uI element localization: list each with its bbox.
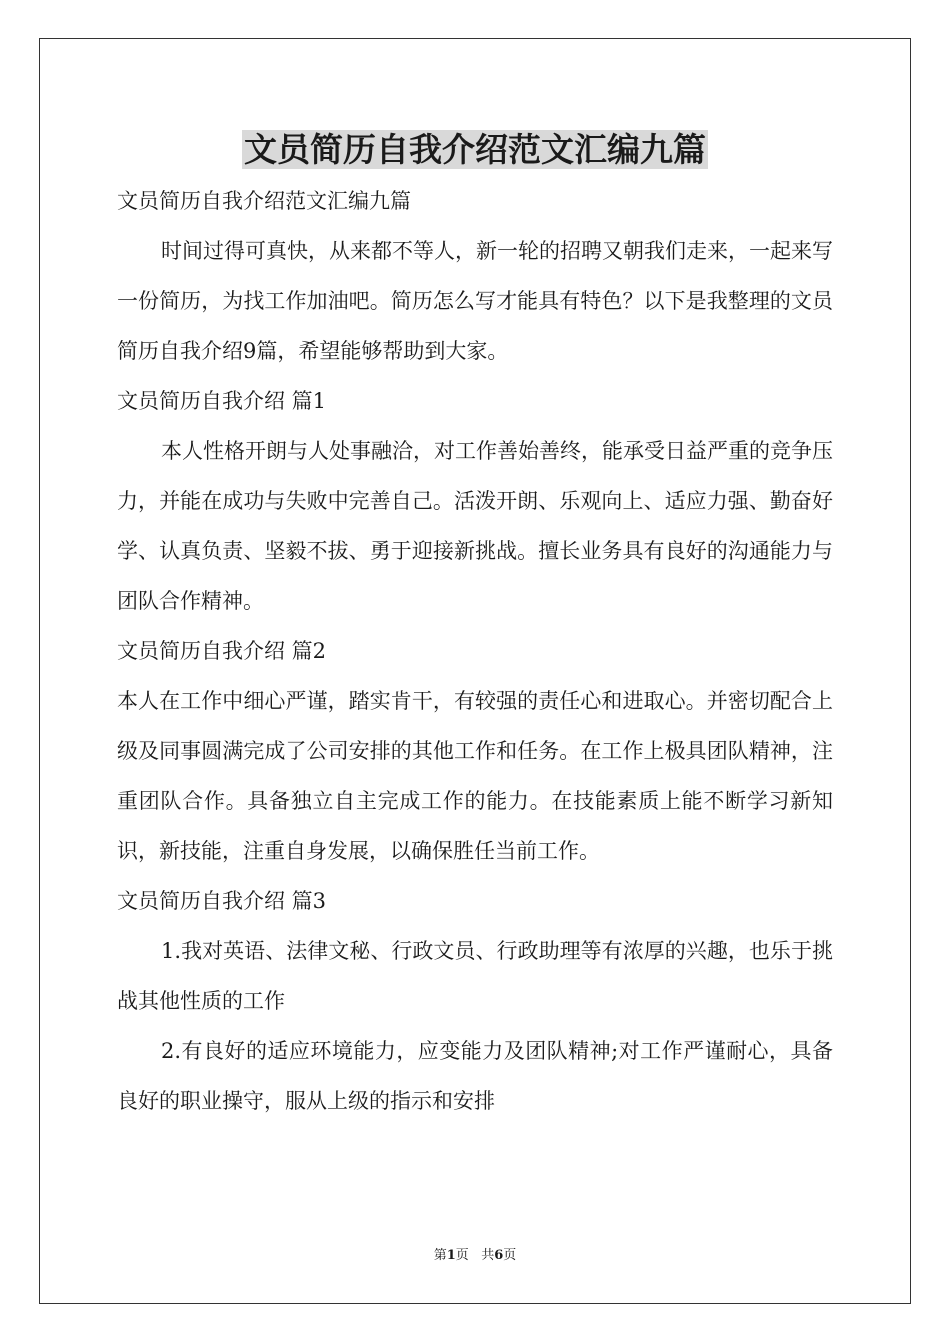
page-label-suffix: 页 — [455, 1248, 469, 1263]
paragraph-section-1: 本人性格开朗与人处事融洽，对工作善始善终，能承受日益严重的竞争压力，并能在成功与失败中完善自己。活泼开朗、乐观向上、适应力强、勤奋好学、认真负责、坚毅不拔、勇于迎接新挑战。擅长业务具有良好的沟通能力与团队合作精神。 — [117, 439, 833, 613]
page-label-prefix: 第 — [433, 1248, 447, 1263]
total-label-prefix: 共 — [481, 1248, 495, 1263]
document-title-text: 文员简历自我介绍范文汇编九篇 — [244, 130, 706, 169]
section-heading-3: 文员简历自我介绍 篇3 — [117, 889, 327, 913]
section-heading-1: 文员简历自我介绍 篇1 — [117, 389, 327, 413]
total-label-suffix: 页 — [503, 1248, 517, 1263]
document-body — [117, 176, 833, 1126]
document-title — [0, 126, 950, 174]
page-footer — [0, 1246, 950, 1266]
page-total-number: 6 — [494, 1248, 504, 1263]
list-item-1: 1.我对英语、法律文秘、行政文员、行政助理等有浓厚的兴趣，也乐于挑战其他性质的工作 — [117, 939, 833, 1013]
page-current-number: 1 — [446, 1248, 456, 1263]
paragraph-subtitle: 文员简历自我介绍范文汇编九篇 — [117, 189, 411, 213]
paragraph-intro: 时间过得可真快，从来都不等人，新一轮的招聘又朝我们走来，一起来写一份简历，为找工作加油吧。简历怎么写才能具有特色？以下是我整理的文员简历自我介绍9篇，希望能够帮助到大家。 — [117, 239, 833, 363]
list-item-2: 2.有良好的适应环境能力，应变能力及团队精神;对工作严谨耐心，具备良好的职业操守，服从上级的指示和安排 — [117, 1039, 833, 1113]
paragraph-section-2: 本人在工作中细心严谨，踏实肯干，有较强的责任心和进取心。并密切配合上级及同事圆满完成了公司安排的其他工作和任务。在工作上极具团队精神，注重团队合作。具备独立自主完成工作的能力。在技能素质上能不断学习新知识，新技能，注重自身发展，以确保胜任当前工作。 — [117, 689, 833, 863]
section-heading-2: 文员简历自我介绍 篇2 — [117, 639, 327, 663]
